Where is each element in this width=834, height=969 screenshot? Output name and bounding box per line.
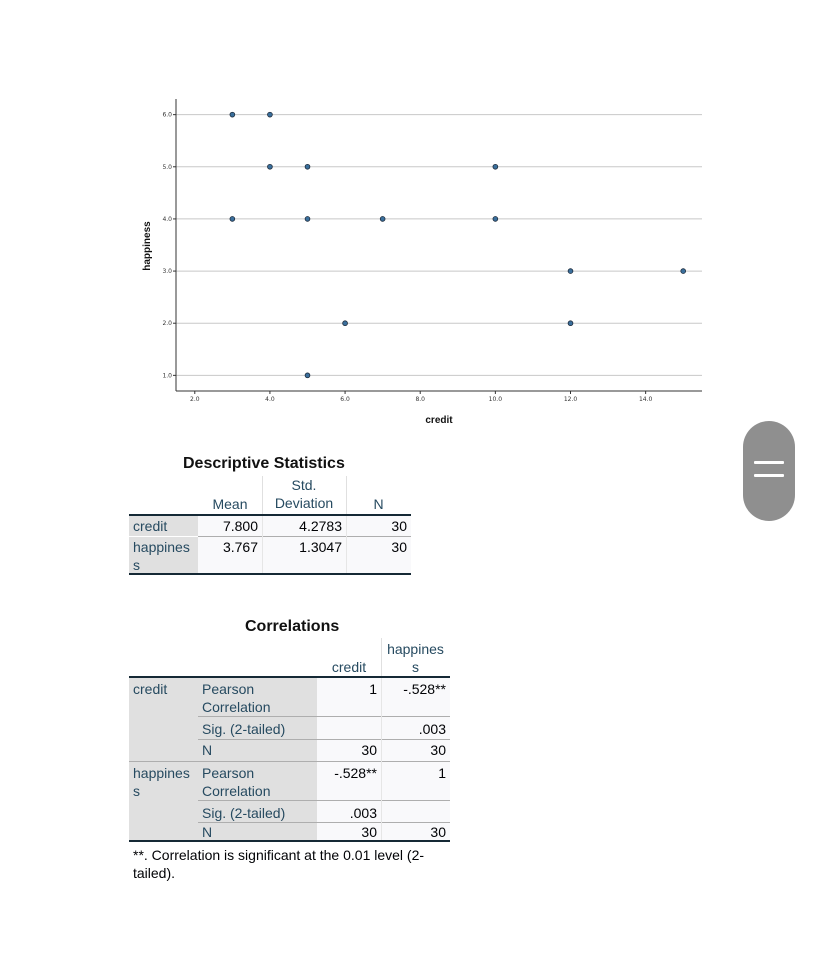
x-tick-label: 12.0 [563,396,578,403]
header-std-deviation: Std. Deviation [274,477,334,511]
header-mean: Mean [212,496,248,512]
x-tick-labels [190,391,652,403]
grip-line-bottom [754,474,784,477]
data-point-4 [305,164,310,169]
correlations-footnote: **. Correlation is significant at the 0.01 level (2-tailed). [133,847,425,881]
corr-bottom-rule [129,840,450,842]
corr-r3-credit: 30 [317,740,381,761]
desc-happiness-n: 30 [346,537,411,573]
data-point-6 [230,217,235,222]
corr-stat-pearson-1: Pearson Correlation [198,678,317,716]
corr-stat-sig-2: Sig. (2-tailed) [198,801,317,822]
desc-happiness-std: 1.3047 [262,537,346,573]
header-n: N [373,496,384,512]
x-tick-label: 4.0 [265,396,275,403]
desc-bottom-rule [129,573,411,575]
desc-row-label-happiness: happines s [129,537,198,573]
correlations-title: Correlations [245,618,340,635]
corr-r4-credit: -.528** [317,762,381,800]
x-tick-label: 6.0 [340,396,350,403]
data-point-13 [568,321,573,326]
corr-stat-n-2: N [198,823,317,840]
y-tick-label: 4.0 [162,215,172,223]
y-tick-labels [162,112,176,380]
x-tick-label: 14.0 [638,396,653,403]
data-point-7 [305,217,310,222]
y-tick-label: 5.0 [162,163,172,171]
data-points [230,112,686,378]
data-point-9 [493,217,498,222]
corr-header-divider [381,638,382,676]
corr-r2-happiness: .003 [381,717,450,739]
x-tick-label: 8.0 [415,396,425,403]
scatter-plot [0,0,834,440]
corr-stat-pearson-2: Pearson Correlation [198,762,317,800]
data-point-3 [268,164,273,169]
data-point-2 [268,112,273,117]
descriptive-title: Descriptive Statistics [183,455,345,472]
gridlines [176,115,702,376]
desc-credit-n: 30 [346,516,411,536]
corr-r3-happiness: 30 [381,740,450,761]
header-divider-2 [346,476,347,514]
header-divider-1 [262,476,263,514]
data-point-11 [681,269,686,274]
x-axis-title: credit [425,415,453,426]
y-tick-label: 3.0 [162,268,172,276]
corr-r1-credit: 1 [317,678,381,716]
data-point-14 [305,373,310,378]
y-axis-title: happiness [142,221,153,271]
corr-r5-happiness [381,801,450,822]
corr-col-divider [381,678,382,840]
data-point-10 [568,269,573,274]
x-tick-label: 2.0 [190,396,200,403]
corr-var-credit: credit [129,678,198,761]
grip-line-top [754,461,784,464]
data-point-1 [230,112,235,117]
scroll-handle[interactable] [743,421,795,521]
corr-header-credit: credit [331,659,367,675]
corr-r2-credit [317,717,381,739]
y-tick-label: 6.0 [162,111,172,119]
corr-stat-sig-1: Sig. (2-tailed) [198,717,317,739]
x-tick-label: 10.0 [488,396,503,403]
corr-stat-n-1: N [198,740,317,761]
corr-r4-happiness: 1 [381,762,450,800]
y-tick-label: 1.0 [162,372,172,380]
corr-r1-happiness: -.528** [381,678,450,716]
data-point-12 [343,321,348,326]
corr-r5-credit: .003 [317,801,381,822]
body-divider-1 [262,516,263,573]
desc-credit-mean: 7.800 [198,516,262,536]
corr-header-happiness: happines s [387,641,444,675]
desc-happiness-mean: 3.767 [198,537,262,573]
corr-r6-happiness: 30 [381,823,450,840]
desc-row-label-credit: credit [129,516,198,536]
y-tick-label: 2.0 [162,320,172,328]
corr-r6-credit: 30 [317,823,381,840]
desc-credit-std: 4.2783 [262,516,346,536]
data-point-8 [380,217,385,222]
data-point-5 [493,164,498,169]
corr-var-happiness: happines s [129,762,198,840]
body-divider-2 [346,516,347,573]
